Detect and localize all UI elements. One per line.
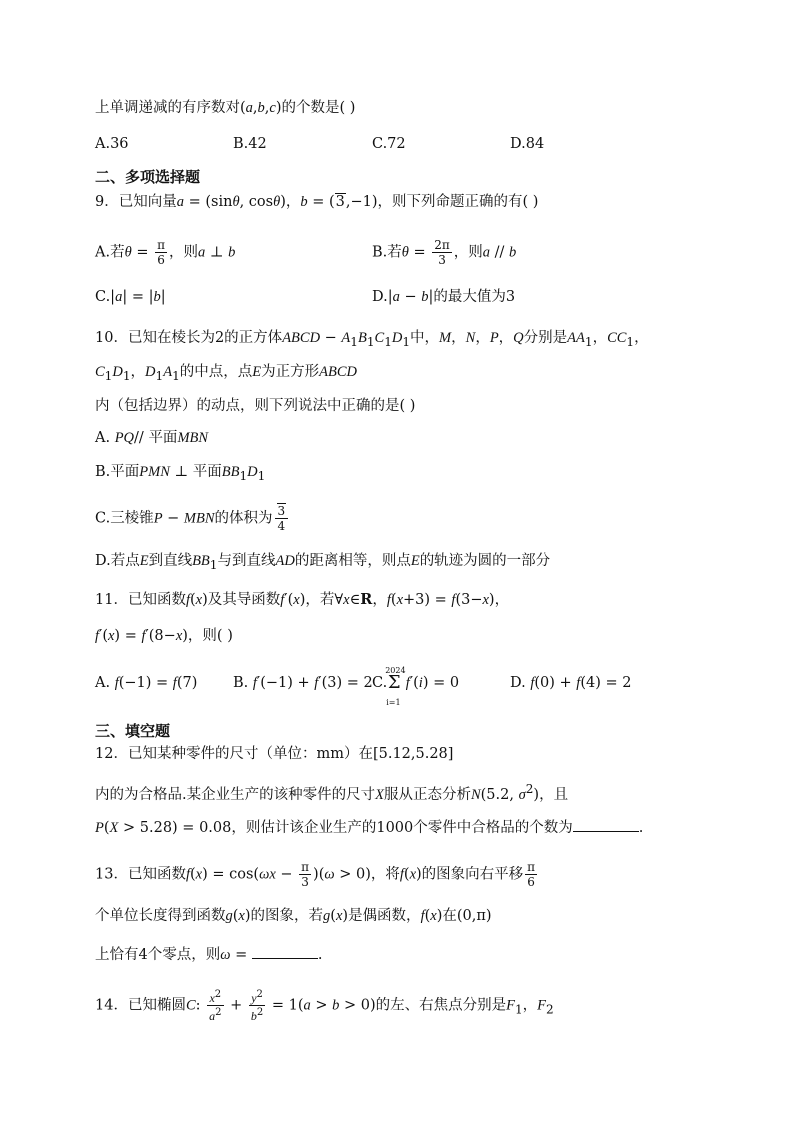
q11-stem-2: f′(x) = f′(8−x)，则( ) [95, 628, 233, 644]
q8-text: 上单调递减的有序数对 [95, 100, 240, 116]
q10-mid: 的中点，点 [179, 364, 253, 380]
q10d-a: 若点 [110, 553, 140, 569]
q11-deriv: 及其导函数 [207, 592, 281, 608]
q8-option-c: C.72 [372, 136, 406, 152]
q10-option-b: B.平面PMN ⊥ 平面$BB_1D_1$ [95, 464, 266, 483]
q13-text: 13．已知函数 [95, 866, 186, 883]
q10-text: 10．已知在棱长为2的正方体 [95, 330, 283, 346]
q13-text-b: ，将 [370, 866, 400, 883]
q11-option-b: B. f′(−1) + f′(3) = 2 [233, 675, 373, 691]
q9-option-c: C.|a| = |b| [95, 289, 166, 305]
q9-option-a: A.若θ = $\frac{\pi}{6}$ ，则a ⊥ b [95, 238, 236, 267]
q11-stem-1: 11．已知函数f(x)及其导函数f′(x)，若∀x∈R，f(x+3) = f(3−x)， [95, 591, 510, 608]
q12-answer-blank[interactable] [573, 817, 639, 832]
q13-text-h: 上恰有4个零点，则 [95, 947, 221, 963]
q10-option-a: A. PQ// 平面MBN [95, 430, 209, 446]
q12-line-3: P(X > 5.28) = 0.08，则估计该企业生产的1000个零件中合格品的个数为 . [95, 817, 643, 838]
q9-text-end: ，则下列命题正确的有( ) [377, 194, 539, 210]
q8-tail [95, 98, 355, 118]
q14-line-1: 14．已知椭圆C: $\frac{x^2}{a^2}$ + $\frac{y^2}{b^2}$ = 1(a > b > 0)的左、右焦点分别是$F_1$，$F_2$ [95, 989, 554, 1023]
q10-is: 为正方形 [261, 364, 320, 380]
q9b-then: ，则 [453, 244, 483, 261]
q13-line-2: 个单位长度得到函数g(x)的图象，若g(x)是偶函数，f(x)在(0,π) [95, 908, 492, 924]
q10-stem-1: 10．已知在棱长为2的正方体ABCD − $A_1B_1C_1D_1$中，M，N，P，Q分别是$AA_1$，$CC_1$， [95, 330, 649, 349]
q11-if: ，若 [305, 592, 335, 608]
q9a-if: 若 [110, 244, 125, 261]
q9-stem: 9．已知向量a = (sinθ, cosθ)，b = (3,−1)，则下列命题正确的有( ) [95, 194, 539, 210]
q12-text-c: ，且 [539, 786, 569, 803]
q11-option-c: C.Σ 2024 i=1 f′(i) = 0 [372, 666, 460, 707]
q13-text-g: 在 [442, 908, 457, 924]
q13-line-1: 13．已知函数f(x) = cos(ωx − $\frac{\pi}{3}$ )(ω > 0)，将f(x)的图象向右平移 $\frac{\pi}{6}$ [95, 860, 536, 889]
q11-option-a: A. f(−1) = f(7) [95, 675, 198, 691]
q12-text-b: 服从正态分析 [383, 786, 471, 803]
q10d-e: 的轨迹为圆的一部分 [419, 553, 551, 569]
q10d-d: 的距离相等，则点 [294, 553, 411, 569]
q10-stem-2: $C_1D_1$，$D_1A_1$的中点，点E为正方形ABCD [95, 364, 357, 383]
q10-list: 分别是 [523, 330, 568, 346]
q10-stem-3: 内（包括边界）的动点，则下列说法中正确的是( ) [95, 398, 416, 414]
q10-sep: 中， [410, 330, 440, 346]
q12-line-2: 内的为合格品.某企业生产的该种零件的尺寸X服从正态分析N(5.2, $\sigma^2$)，且 [95, 782, 569, 803]
q9-sep: ， [285, 194, 301, 210]
q10b-plane: 平面 [110, 464, 140, 480]
q10d-b: 到直线 [148, 553, 193, 569]
q13-text-f: 是偶函数， [348, 908, 421, 924]
q12-text-d: ，则估计该企业生产的1000个零件中合格品的个数为 [231, 820, 573, 836]
q9-option-b: B.若θ = $\frac{2\pi}{3}$ ，则a // b [372, 238, 517, 267]
q8-tuple: (a,b,c) [240, 100, 282, 116]
q8-option-a: A.36 [95, 136, 129, 152]
q14-text: 14．已知椭圆 [95, 997, 186, 1014]
q8-option-d: D.84 [510, 136, 545, 152]
q13-text-c: 的图象向右平移 [421, 866, 524, 883]
q13-line-3: 上恰有4个零点，则ω = . [95, 944, 322, 965]
q12-line-1: 12．已知某种零件的尺寸（单位：mm）在[5.12,5.28] [95, 746, 454, 762]
q11-text: 11．已知函数 [95, 592, 186, 608]
q9-text: 9．已知向量 [95, 194, 177, 210]
q10-option-d: D.若点E到直线$BB_1$与到直线AD的距离相等，则点E的轨迹为圆的一部分 [95, 553, 551, 572]
sum-symbol: Σ 2024 i=1 [385, 666, 406, 707]
q14-text-b: 的左、右焦点分别是 [375, 997, 507, 1014]
q10-option-c: C.三棱锥P − MBN的体积为 $\frac{3}{4}$ [95, 504, 290, 533]
q8-text-end: 的个数是( ) [281, 100, 356, 116]
q10d-c: 与到直线 [217, 553, 276, 569]
q9-option-d: D.|a − b|的最大值为3 [372, 289, 516, 305]
q13-text-d: 个单位长度得到函数 [95, 908, 226, 924]
q9b-if: 若 [387, 244, 402, 261]
q10a-plane: 平面 [148, 430, 178, 446]
section-heading-multiple-choice: 二、多项选择题 [95, 168, 201, 186]
q10c-vol: 的体积为 [214, 510, 273, 527]
q12-text: 内的为合格品.某企业生产的该种零件的尺寸 [95, 786, 376, 803]
q10c-prism: 三棱锥 [110, 510, 154, 527]
q10b-plane-2: 平面 [192, 464, 222, 480]
section-heading-fill-in: 三、填空题 [95, 722, 171, 740]
q11-then: ，则( ) [187, 628, 233, 644]
q13-answer-blank[interactable] [252, 944, 318, 959]
q9a-then: ，则 [168, 244, 198, 261]
q13-text-e: 的图象，若 [250, 908, 324, 924]
q11-option-d: D. f(0) + f(4) = 2 [510, 675, 632, 691]
q8-option-b: B.42 [233, 136, 267, 152]
q9d-text: 的最大值为3 [433, 289, 516, 305]
